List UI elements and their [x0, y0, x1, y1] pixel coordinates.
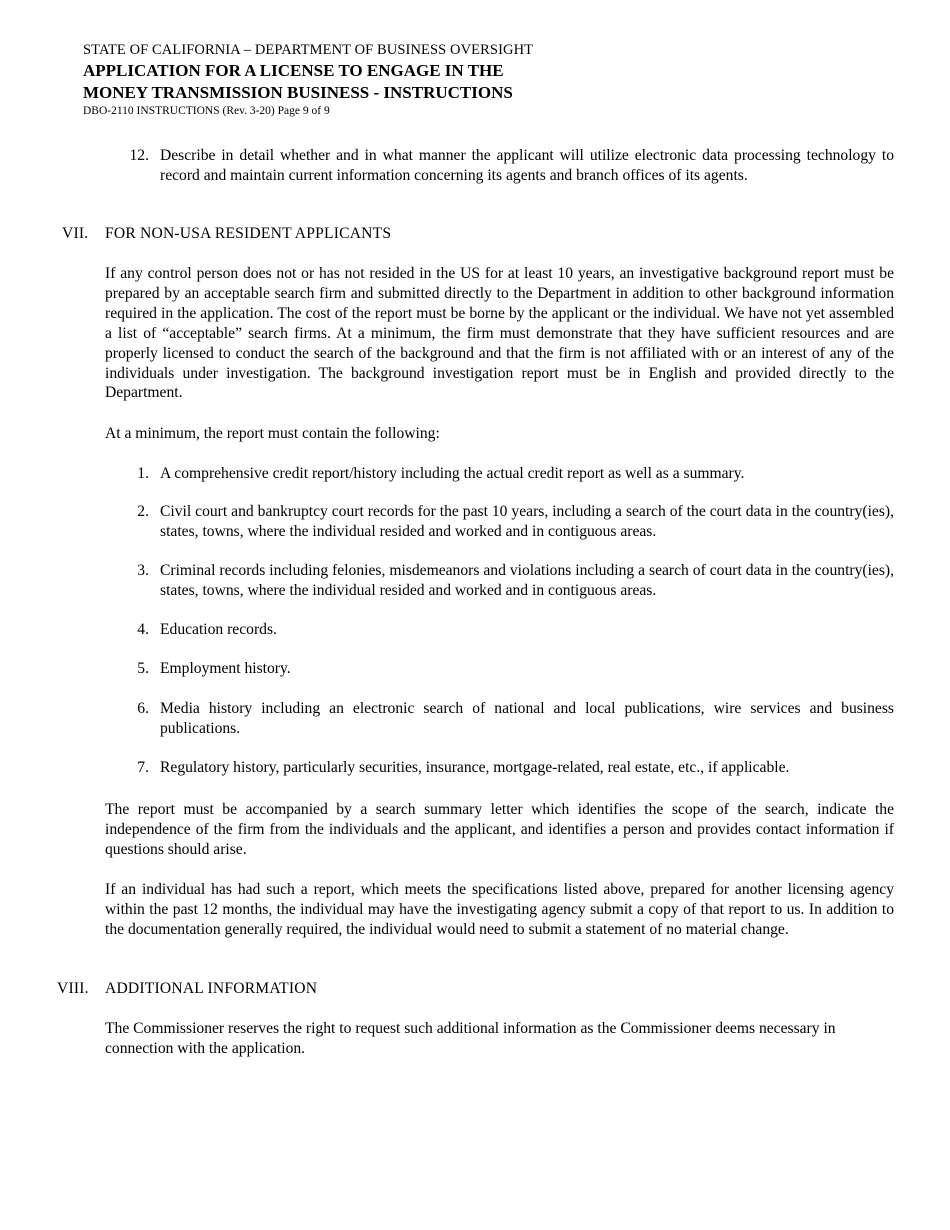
list-item	[105, 758, 894, 778]
agency-name: STATE OF CALIFORNIA – DEPARTMENT OF BUSINESS OVERSIGHT	[83, 42, 534, 58]
list-item-text: Criminal records including felonies, misdemeanors and violations including a search of court data in the country(ies), states, towns, where the individual resided and worked and in contiguous areas.	[160, 562, 894, 599]
section-roman-numeral: VIII.	[57, 980, 89, 997]
paragraph: If an individual has had such a report, which meets the specifications listed above, prepared for another licensing agency within the past 12 months, the individual may have the investigating agency submit a copy of that report to us. In addition to the documentation generally required, the individual would need to submit a statement of no material change.	[105, 881, 894, 938]
list-item-number: 5.	[137, 660, 149, 677]
list-item	[105, 561, 894, 601]
list-item-number: 1.	[137, 465, 149, 482]
form-title-line-2: MONEY TRANSMISSION BUSINESS - INSTRUCTIONS	[83, 82, 513, 102]
list-item-number: 3.	[137, 562, 149, 579]
list-item-text: A comprehensive credit report/history including the actual credit report as well as a summary.	[160, 465, 745, 482]
list-item	[105, 659, 894, 679]
paragraph: The report must be accompanied by a search summary letter which identifies the scope of the search, indicate the independence of the firm from the individuals and the applicant, and identifies a person and provides contact information if questions should arise.	[105, 801, 894, 858]
list-item-number: 7.	[137, 759, 149, 776]
document-header	[83, 41, 703, 119]
list-item-number: 12.	[129, 147, 149, 164]
list-item-text: Civil court and bankruptcy court records for the past 10 years, including a search of the court data in the country(ies), states, towns, where the individual resided and worked and in contiguous areas.	[160, 503, 894, 540]
section-title: FOR NON-USA RESIDENT APPLICANTS	[105, 225, 392, 242]
paragraph: At a minimum, the report must contain the following:	[105, 425, 440, 442]
list-item-text: Regulatory history, particularly securities, insurance, mortgage-related, real estate, etc., if applicable.	[160, 759, 790, 776]
list-item-text: Media history including an electronic search of national and local publications, wire services and business publications.	[160, 700, 894, 737]
list-item	[105, 464, 894, 484]
list-item-number: 2.	[137, 503, 149, 520]
paragraph: If any control person does not or has not resided in the US for at least 10 years, an investigative background report must be prepared by an acceptable search firm and submitted directly to the Department in addition to other background information required in the application. The cost of the report must be borne by the applicant or the individual. We have not yet assembled a list of “acceptable” search firms. At a minimum, the firm must demonstrate that they have sufficient resources and are properly licensed to conduct the search of the background and that the firm is not affiliated with or an interest of any of the individuals under investigation. The background investigation report must be in English and provided directly to the Department.	[105, 265, 894, 402]
form-title-line-1: APPLICATION FOR A LICENSE TO ENGAGE IN THE	[83, 61, 504, 80]
section-title: ADDITIONAL INFORMATION	[105, 980, 318, 997]
list-item-number: 6.	[137, 700, 149, 717]
list-item	[105, 502, 894, 542]
paragraph: The Commissioner reserves the right to request such additional information as the Commissioner deems necessary in connection with the application.	[105, 1020, 836, 1057]
list-item-text: Describe in detail whether and in what manner the applicant will utilize electronic data processing technology to record and maintain current information concerning its agents and branch offices of its agents.	[160, 147, 894, 184]
section-viii-heading	[57, 979, 89, 999]
section-roman-numeral: VII.	[62, 225, 89, 242]
list-item-number: 4.	[137, 621, 149, 638]
form-reference: DBO-2110 INSTRUCTIONS (Rev. 3-20) Page 9 of 9	[83, 105, 330, 117]
section-vii-heading	[62, 224, 88, 244]
list-item	[105, 620, 894, 640]
list-item-text: Education records.	[160, 621, 277, 638]
list-item	[105, 699, 894, 739]
list-item-text: Employment history.	[160, 660, 291, 677]
list-item	[105, 146, 894, 186]
